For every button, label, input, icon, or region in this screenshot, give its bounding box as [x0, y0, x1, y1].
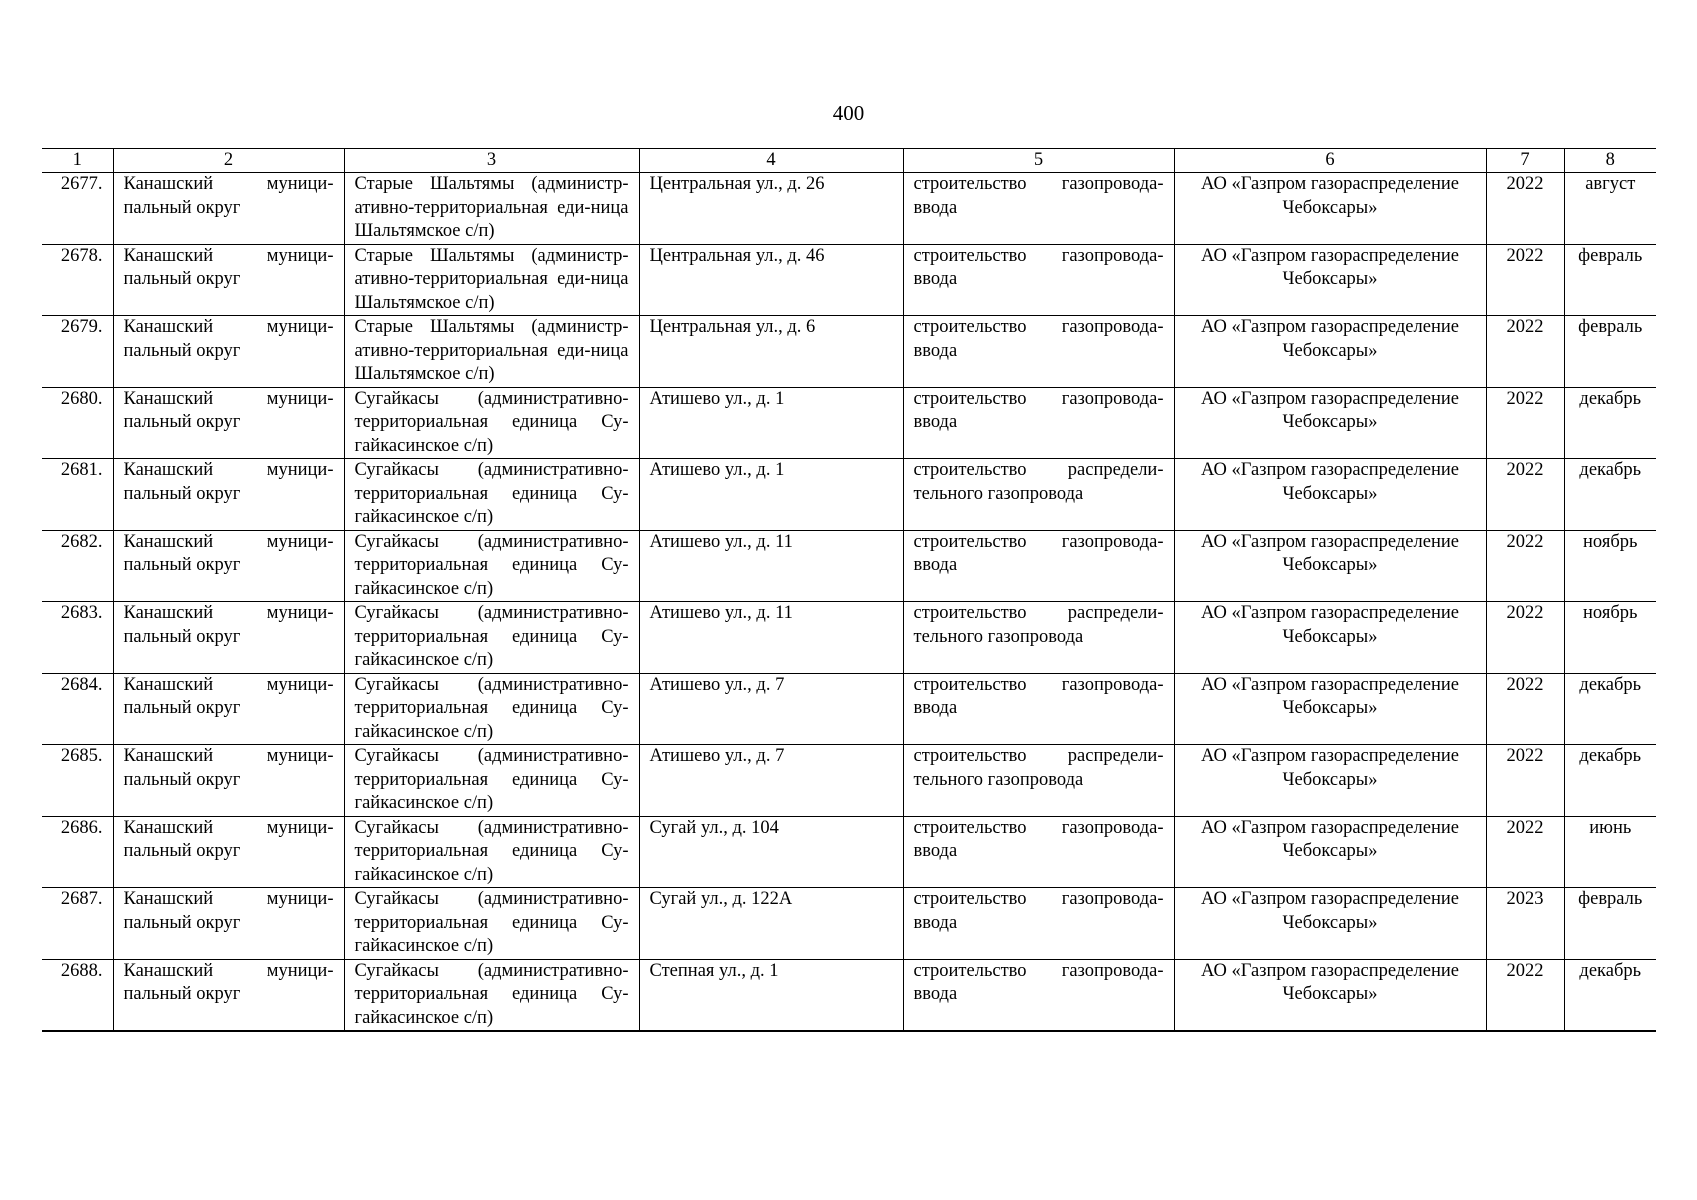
table-row	[42, 316, 1656, 388]
row-number: 2687.	[42, 888, 113, 960]
column-number-header: 3	[344, 149, 639, 173]
row-number: 2678.	[42, 244, 113, 316]
column-number-header: 2	[113, 149, 344, 173]
column-number-header: 7	[1486, 149, 1564, 173]
address: Атишево ул., д. 7	[639, 745, 903, 817]
work-type: строительство газопровода-ввода	[903, 173, 1174, 245]
locality: Сугайкасы (административно-территориальная единица Су-гайкасинское с/п)	[344, 673, 639, 745]
organization: АО «Газпром газораспределение Чебоксары»	[1174, 602, 1486, 674]
row-number: 2677.	[42, 173, 113, 245]
table-row	[42, 530, 1656, 602]
address: Атишево ул., д. 7	[639, 673, 903, 745]
row-number: 2680.	[42, 387, 113, 459]
month: ноябрь	[1564, 530, 1656, 602]
municipal-district: Канашский муници-пальный округ	[113, 530, 344, 602]
locality: Старые Шальтямы (администр-ативно-территориальная еди-ница Шальтямское с/п)	[344, 173, 639, 245]
address: Атишево ул., д. 1	[639, 459, 903, 531]
locality: Сугайкасы (административно-территориальная единица Су-гайкасинское с/п)	[344, 459, 639, 531]
column-number-header: 8	[1564, 149, 1656, 173]
year: 2022	[1486, 173, 1564, 245]
work-type: строительство газопровода-ввода	[903, 959, 1174, 1031]
municipal-district: Канашский муници-пальный округ	[113, 244, 344, 316]
locality: Сугайкасы (административно-территориальная единица Су-гайкасинское с/п)	[344, 387, 639, 459]
address: Сугай ул., д. 104	[639, 816, 903, 888]
address: Атишево ул., д. 1	[639, 387, 903, 459]
work-type: строительство газопровода-ввода	[903, 673, 1174, 745]
municipal-district: Канашский муници-пальный округ	[113, 173, 344, 245]
locality: Сугайкасы (административно-территориальная единица Су-гайкасинское с/п)	[344, 959, 639, 1031]
year: 2022	[1486, 959, 1564, 1031]
page-number: 400	[832, 101, 865, 125]
row-number: 2688.	[42, 959, 113, 1031]
work-type: строительство газопровода-ввода	[903, 244, 1174, 316]
table-row	[42, 745, 1656, 817]
table-row	[42, 673, 1656, 745]
table-row	[42, 244, 1656, 316]
month: август	[1564, 173, 1656, 245]
organization: АО «Газпром газораспределение Чебоксары»	[1174, 959, 1486, 1031]
column-number-header: 4	[639, 149, 903, 173]
month: декабрь	[1564, 673, 1656, 745]
locality: Старые Шальтямы (администр-ативно-территориальная еди-ница Шальтямское с/п)	[344, 316, 639, 388]
locality: Сугайкасы (административно-территориальная единица Су-гайкасинское с/п)	[344, 816, 639, 888]
month: июнь	[1564, 816, 1656, 888]
address: Степная ул., д. 1	[639, 959, 903, 1031]
work-type: строительство газопровода-ввода	[903, 387, 1174, 459]
table-row	[42, 387, 1656, 459]
month: декабрь	[1564, 459, 1656, 531]
month: декабрь	[1564, 387, 1656, 459]
municipal-district: Канашский муници-пальный округ	[113, 602, 344, 674]
locality: Сугайкасы (административно-территориальная единица Су-гайкасинское с/п)	[344, 888, 639, 960]
row-number: 2679.	[42, 316, 113, 388]
month: февраль	[1564, 888, 1656, 960]
table-row	[42, 816, 1656, 888]
address: Сугай ул., д. 122А	[639, 888, 903, 960]
year: 2022	[1486, 387, 1564, 459]
year: 2023	[1486, 888, 1564, 960]
column-number-header: 6	[1174, 149, 1486, 173]
organization: АО «Газпром газораспределение Чебоксары»	[1174, 244, 1486, 316]
locality: Сугайкасы (административно-территориальная единица Су-гайкасинское с/п)	[344, 745, 639, 817]
organization: АО «Газпром газораспределение Чебоксары»	[1174, 816, 1486, 888]
work-type: строительство газопровода-ввода	[903, 530, 1174, 602]
table-row	[42, 959, 1656, 1031]
table-row	[42, 173, 1656, 245]
row-number: 2681.	[42, 459, 113, 531]
year: 2022	[1486, 316, 1564, 388]
organization: АО «Газпром газораспределение Чебоксары»	[1174, 459, 1486, 531]
municipal-district: Канашский муници-пальный округ	[113, 888, 344, 960]
municipal-district: Канашский муници-пальный округ	[113, 959, 344, 1031]
row-number: 2682.	[42, 530, 113, 602]
year: 2022	[1486, 673, 1564, 745]
year: 2022	[1486, 816, 1564, 888]
organization: АО «Газпром газораспределение Чебоксары»	[1174, 888, 1486, 960]
year: 2022	[1486, 459, 1564, 531]
table-row	[42, 602, 1656, 674]
table-row	[42, 459, 1656, 531]
month: декабрь	[1564, 959, 1656, 1031]
column-number-header: 1	[42, 149, 113, 173]
year: 2022	[1486, 244, 1564, 316]
address: Центральная ул., д. 6	[639, 316, 903, 388]
row-number: 2683.	[42, 602, 113, 674]
municipal-district: Канашский муници-пальный округ	[113, 316, 344, 388]
organization: АО «Газпром газораспределение Чебоксары»	[1174, 387, 1486, 459]
organization: АО «Газпром газораспределение Чебоксары»	[1174, 745, 1486, 817]
address: Атишево ул., д. 11	[639, 602, 903, 674]
work-type: строительство распредели-тельного газопровода	[903, 602, 1174, 674]
organization: АО «Газпром газораспределение Чебоксары»	[1174, 673, 1486, 745]
column-number-row	[42, 149, 1656, 173]
row-number: 2685.	[42, 745, 113, 817]
locality: Старые Шальтямы (администр-ативно-территориальная еди-ница Шальтямское с/п)	[344, 244, 639, 316]
year: 2022	[1486, 530, 1564, 602]
column-number-header: 5	[903, 149, 1174, 173]
work-type: строительство распредели-тельного газопровода	[903, 459, 1174, 531]
municipal-district: Канашский муници-пальный округ	[113, 459, 344, 531]
locality: Сугайкасы (административно-территориальная единица Су-гайкасинское с/п)	[344, 602, 639, 674]
registry-table	[42, 148, 1656, 1032]
month: февраль	[1564, 316, 1656, 388]
month: декабрь	[1564, 745, 1656, 817]
address: Атишево ул., д. 11	[639, 530, 903, 602]
month: ноябрь	[1564, 602, 1656, 674]
work-type: строительство газопровода-ввода	[903, 316, 1174, 388]
work-type: строительство газопровода-ввода	[903, 888, 1174, 960]
year: 2022	[1486, 602, 1564, 674]
work-type: строительство газопровода-ввода	[903, 816, 1174, 888]
work-type: строительство распредели-тельного газопровода	[903, 745, 1174, 817]
organization: АО «Газпром газораспределение Чебоксары»	[1174, 173, 1486, 245]
municipal-district: Канашский муници-пальный округ	[113, 816, 344, 888]
month: февраль	[1564, 244, 1656, 316]
table-row	[42, 888, 1656, 960]
address: Центральная ул., д. 46	[639, 244, 903, 316]
municipal-district: Канашский муници-пальный округ	[113, 745, 344, 817]
municipal-district: Канашский муници-пальный округ	[113, 673, 344, 745]
row-number: 2684.	[42, 673, 113, 745]
locality: Сугайкасы (административно-территориальная единица Су-гайкасинское с/п)	[344, 530, 639, 602]
year: 2022	[1486, 745, 1564, 817]
municipal-district: Канашский муници-пальный округ	[113, 387, 344, 459]
organization: АО «Газпром газораспределение Чебоксары»	[1174, 316, 1486, 388]
row-number: 2686.	[42, 816, 113, 888]
organization: АО «Газпром газораспределение Чебоксары»	[1174, 530, 1486, 602]
address: Центральная ул., д. 26	[639, 173, 903, 245]
